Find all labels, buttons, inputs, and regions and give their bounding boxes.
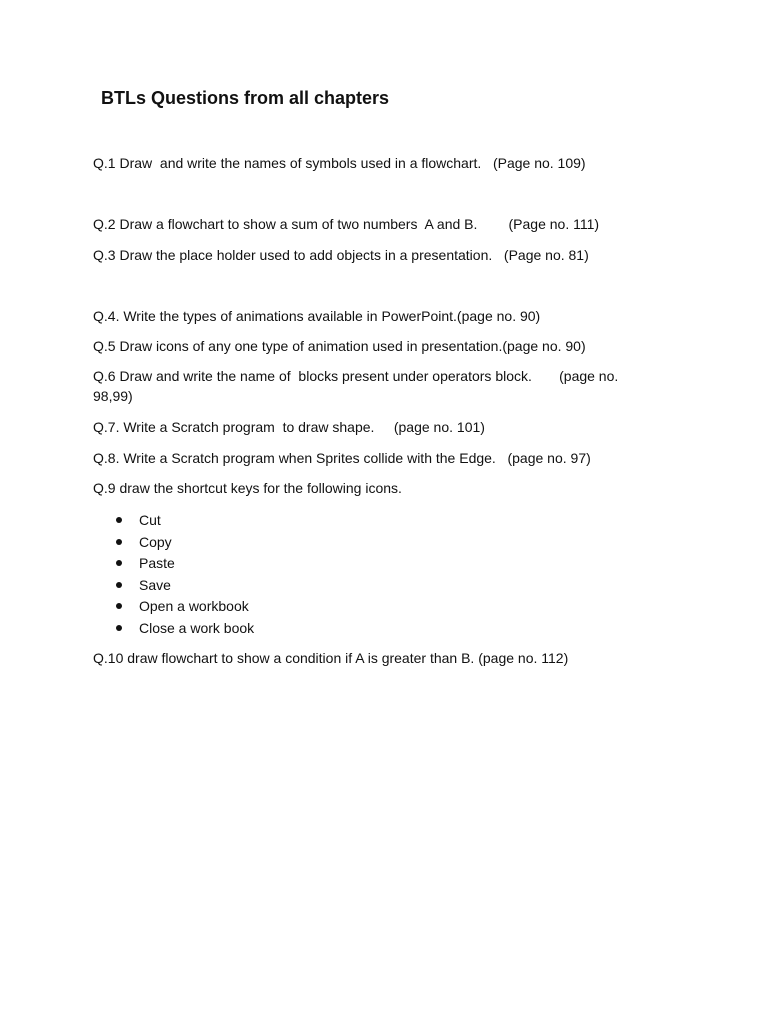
bullet-icon [116, 625, 122, 631]
bullet-icon [116, 517, 122, 523]
list-item [93, 510, 254, 532]
question-6: Q.6 Draw and write the name of blocks present under operators block. (page no. 98,99) [93, 368, 623, 404]
list-item-label: Close a work book [139, 619, 255, 636]
question-5: Q.5 Draw icons of any one type of animation used in presentation.(page no. 90) [93, 338, 586, 354]
question-4: Q.4. Write the types of animations available in PowerPoint.(page no. 90) [93, 308, 541, 324]
list-item [93, 596, 254, 618]
list-item [93, 575, 254, 597]
bullet-icon [116, 582, 122, 588]
shortcut-list [93, 510, 254, 640]
question-8: Q.8. Write a Scratch program when Sprites collide with the Edge. (page no. 97) [93, 450, 591, 466]
question-7: Q.7. Write a Scratch program to draw shape. (page no. 101) [93, 419, 485, 435]
bullet-icon [116, 560, 122, 566]
question-10: Q.10 draw flowchart to show a condition if A is greater than B. (page no. 112) [93, 650, 569, 666]
list-item-label: Paste [139, 555, 175, 572]
list-item [93, 532, 254, 554]
list-item-label: Open a workbook [139, 598, 249, 615]
bullet-icon [116, 603, 122, 609]
question-3: Q.3 Draw the place holder used to add objects in a presentation. (Page no. 81) [93, 247, 589, 263]
bullet-icon [116, 539, 122, 545]
question-2: Q.2 Draw a flowchart to show a sum of two numbers A and B. (Page no. 111) [93, 216, 600, 232]
list-item-label: Save [139, 576, 171, 593]
document-title: BTLs Questions from all chapters [101, 88, 390, 108]
question-1: Q.1 Draw and write the names of symbols used in a flowchart. (Page no. 109) [93, 155, 586, 171]
list-item-label: Cut [139, 512, 161, 528]
list-item [93, 618, 254, 640]
question-9: Q.9 draw the shortcut keys for the following icons. [93, 480, 402, 496]
list-item-label: Copy [139, 533, 172, 550]
list-item [93, 553, 254, 575]
